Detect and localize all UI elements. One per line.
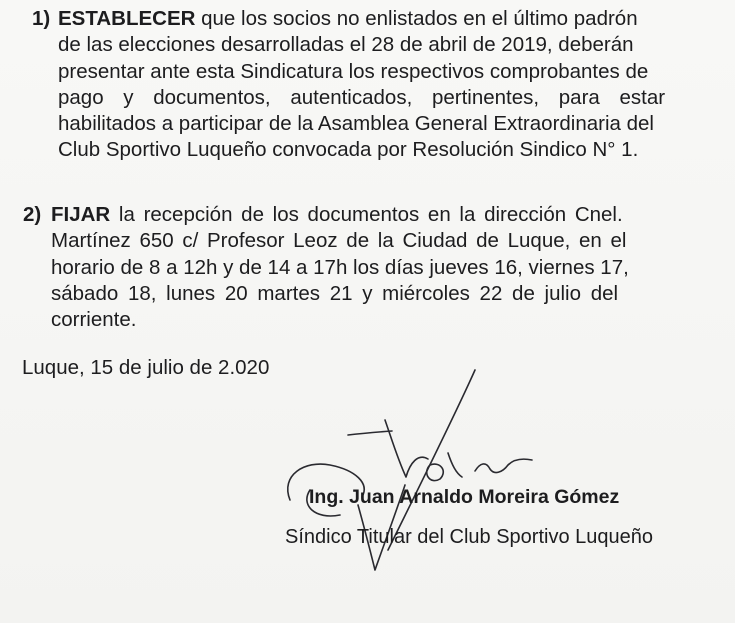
item-number: 1) [32, 7, 51, 30]
item-line: Martínez 650 c/ Profesor Leoz de la Ciudad de Luque, en el [51, 229, 627, 253]
signatory-title: Síndico Titular del Club Sportivo Luqueño [285, 526, 654, 548]
item-line: Club Sportivo Luqueño convocada por Resolución Sindico N° 1. [58, 138, 639, 162]
item-line [51, 202, 706, 228]
item-text: que los socios no enlistados en el último padrón [195, 7, 638, 30]
item-line [58, 6, 706, 32]
item-line: corriente. [51, 308, 137, 332]
resolution-item-1 [32, 6, 706, 164]
resolution-item-2 [23, 202, 706, 333]
item-number: 2) [23, 203, 42, 226]
item-text: la recepción de los documentos en la dirección Cnel. [110, 203, 623, 226]
place-date: Luque, 15 de julio de 2.020 [22, 356, 270, 379]
item-body [23, 202, 706, 333]
item-line: pago y documentos, autenticados, pertinentes, para estar [58, 85, 666, 109]
signatory-name: Ing. Juan Arnaldo Moreira Gómez [309, 486, 620, 508]
item-line: habilitados a participar de la Asamblea General Extraordinaria del [58, 112, 654, 136]
item-line: de las elecciones desarrolladas el 28 de abril de 2019, deberán [58, 33, 634, 57]
item-body [32, 6, 706, 164]
item-keyword: FIJAR [51, 203, 111, 226]
item-line: horario de 8 a 12h y de 14 a 17h los días jueves 16, viernes 17, [51, 255, 629, 279]
item-line: sábado 18, lunes 20 martes 21 y miércoles 22 de julio del [51, 281, 619, 305]
handwritten-signature-icon [270, 365, 560, 585]
item-line: presentar ante esta Sindicatura los respectivos comprobantes de [58, 59, 649, 83]
item-keyword: ESTABLECER [58, 7, 196, 30]
